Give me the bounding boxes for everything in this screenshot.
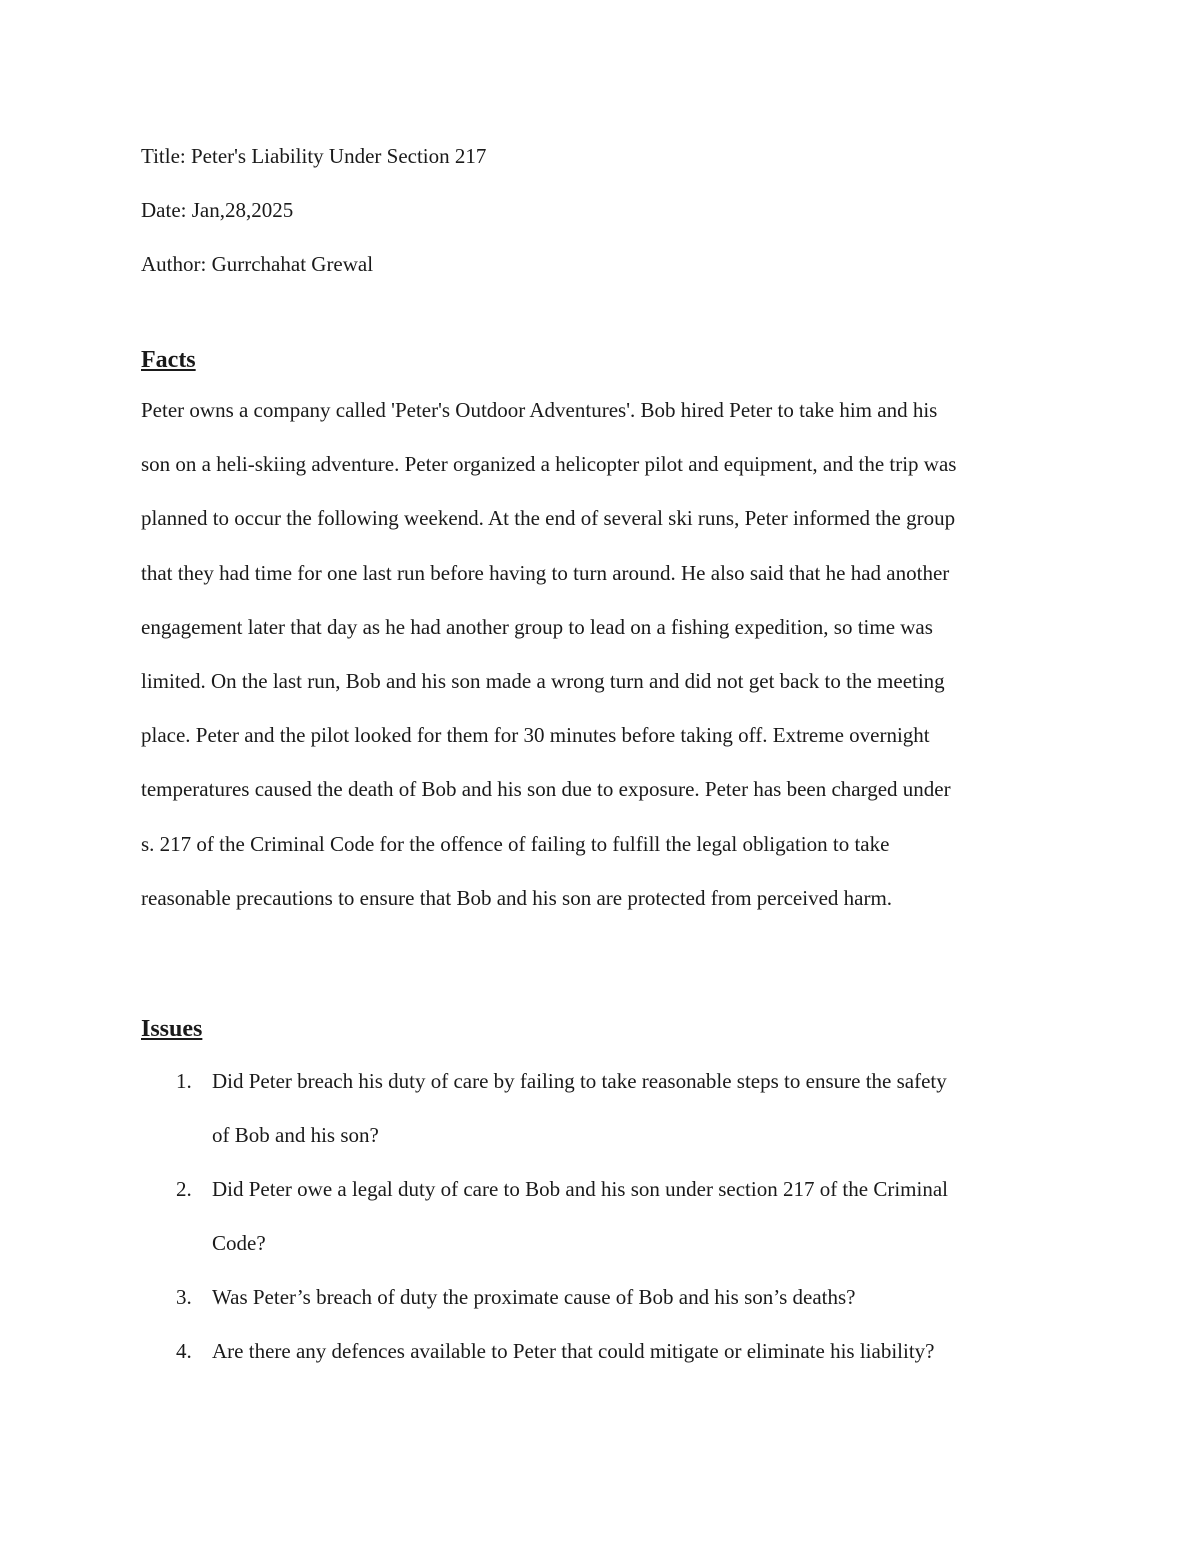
document-author: Author: Gurrchahat Grewal: [141, 252, 374, 276]
facts-line: son on a heli-skiing adventure. Peter organized a helicopter pilot and equipment, and the trip was: [141, 452, 957, 477]
issue-text: Are there any defences available to Peter that could mitigate or eliminate his liability?: [212, 1338, 935, 1363]
facts-line: temperatures caused the death of Bob and his son due to exposure. Peter has been charged under: [141, 777, 951, 802]
issue-number: 4.: [176, 1338, 192, 1363]
issue-item: [141, 1335, 1061, 1389]
document-date: Date: Jan,28,2025: [141, 198, 294, 222]
facts-heading: Facts: [141, 347, 196, 373]
facts-paragraph: [141, 394, 1061, 936]
facts-line: s. 217 of the Criminal Code for the offence of failing to fulfill the legal obligation to take: [141, 831, 890, 856]
document-content: [141, 140, 1061, 1389]
issue-text: Was Peter’s breach of duty the proximate cause of Bob and his son’s deaths?: [212, 1284, 856, 1309]
facts-line: Peter owns a company called 'Peter's Outdoor Adventures'. Bob hired Peter to take him and his: [141, 398, 938, 422]
facts-line: engagement later that day as he had another group to lead on a fishing expedition, so time was: [141, 614, 933, 639]
issue-number: 1.: [176, 1068, 192, 1093]
issue-item: [141, 1065, 1061, 1173]
issue-number: 2.: [176, 1176, 192, 1201]
document-title: Title: Peter's Liability Under Section 217: [141, 144, 487, 168]
issue-item: [141, 1281, 1061, 1335]
facts-line: planned to occur the following weekend. At the end of several ski runs, Peter informed the group: [141, 506, 956, 531]
issue-text: Code?: [212, 1230, 266, 1255]
facts-line: place. Peter and the pilot looked for them for 30 minutes before taking off. Extreme overnight: [141, 723, 930, 748]
issue-number: 3.: [176, 1284, 192, 1309]
issues-list: [141, 1065, 1061, 1389]
facts-line: reasonable precautions to ensure that Bob and his son are protected from perceived harm.: [141, 885, 893, 910]
facts-line: that they had time for one last run before having to turn around. He also said that he had another: [141, 560, 950, 585]
facts-line: limited. On the last run, Bob and his son made a wrong turn and did not get back to the meeting: [141, 668, 945, 693]
issue-text: Did Peter owe a legal duty of care to Bob and his son under section 217 of the Criminal: [212, 1176, 948, 1201]
issue-item: [141, 1173, 1061, 1281]
issue-text: Did Peter breach his duty of care by failing to take reasonable steps to ensure the safety: [212, 1068, 947, 1093]
issues-heading: Issues: [141, 1015, 203, 1042]
issue-text: of Bob and his son?: [212, 1122, 379, 1147]
